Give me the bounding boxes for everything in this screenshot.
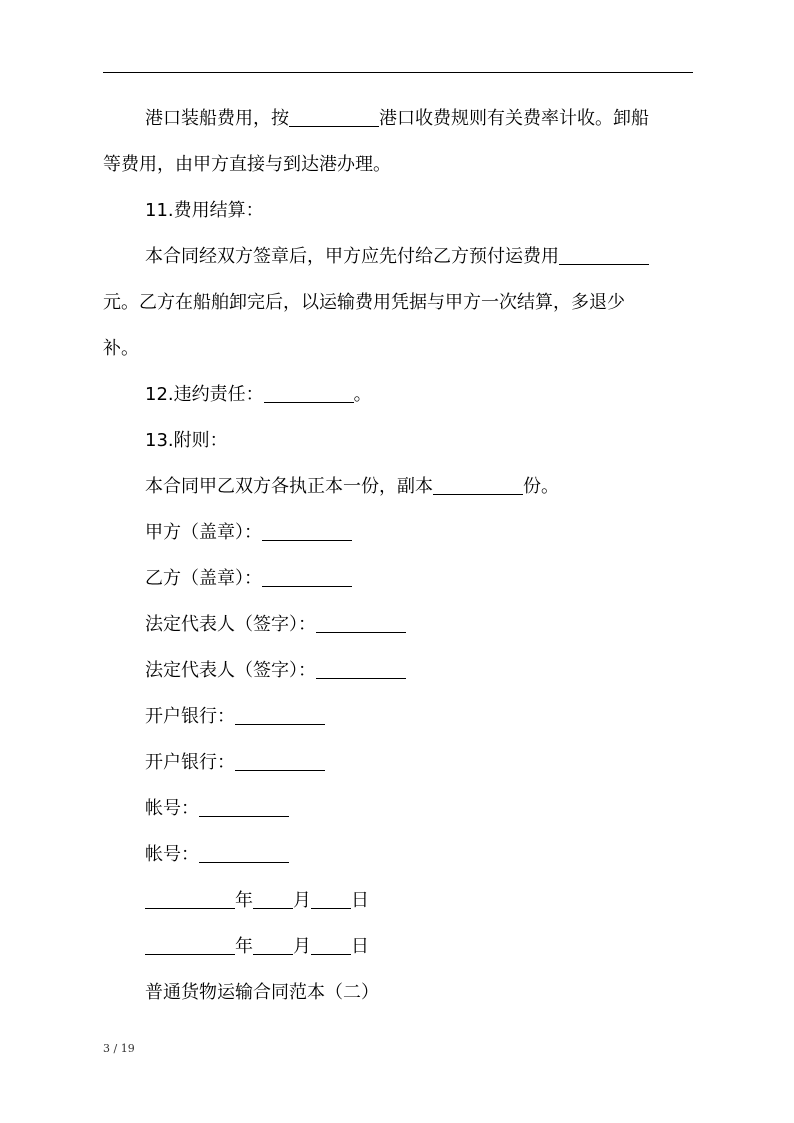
text: 11.费用结算： — [145, 200, 264, 221]
page-number: 3 / 19 — [103, 1042, 135, 1055]
blank-field — [199, 844, 289, 863]
text: 元。乙方在船舶卸完后，以运输费用凭据与甲方一次结算，多退少 — [103, 292, 625, 313]
section-heading — [103, 199, 745, 223]
text: 月 — [293, 890, 311, 911]
next-section-title — [103, 981, 745, 1005]
text: 等费用，由甲方直接与到达港办理。 — [103, 154, 391, 175]
signature-line — [103, 567, 745, 591]
text: 港口收费规则有关费率计收。卸船 — [379, 108, 649, 129]
text: 本合同甲乙双方各执正本一份，副本 — [145, 476, 433, 497]
text: 帐号： — [145, 798, 199, 819]
signature-line — [103, 659, 745, 683]
text: 。 — [353, 384, 372, 405]
text: 本合同经双方签章后，甲方应先付给乙方预付运费用 — [145, 246, 559, 267]
text: 甲方（盖章）： — [145, 522, 262, 543]
blank-field — [316, 660, 406, 679]
blank-field — [262, 522, 352, 541]
paragraph-line — [103, 245, 745, 269]
text: 帐号： — [145, 844, 199, 865]
signature-line — [103, 613, 745, 637]
blank-field — [145, 890, 235, 909]
text: 法定代表人（签字）： — [145, 660, 316, 681]
blank-field — [253, 890, 293, 909]
paragraph-line — [103, 107, 745, 131]
blank-field — [235, 752, 325, 771]
signature-line — [103, 797, 745, 821]
text: 乙方（盖章）： — [145, 568, 262, 589]
section-heading — [103, 429, 745, 453]
blank-field — [559, 246, 649, 265]
text: 港口装船费用，按 — [145, 108, 289, 129]
paragraph-line — [103, 153, 703, 177]
paragraph-line — [103, 337, 703, 361]
blank-field — [264, 384, 354, 403]
text: 年 — [235, 936, 253, 957]
blank-field — [145, 936, 235, 955]
text: 年 — [235, 890, 253, 911]
signature-line — [103, 705, 745, 729]
blank-field — [235, 706, 325, 725]
text: 普通货物运输合同范本（二） — [145, 982, 379, 1003]
text: 12.违约责任： — [145, 384, 264, 405]
text: 13.附则： — [145, 430, 228, 451]
blank-field — [199, 798, 289, 817]
text: 补。 — [103, 338, 139, 359]
date-line — [103, 935, 745, 959]
signature-line — [103, 751, 745, 775]
blank-field — [311, 936, 351, 955]
blank-field — [311, 890, 351, 909]
blank-field — [316, 614, 406, 633]
paragraph-line — [103, 291, 703, 315]
text: 开户银行： — [145, 706, 235, 727]
paragraph-line — [103, 475, 745, 499]
text: 日 — [351, 890, 369, 911]
blank-field — [433, 476, 523, 495]
date-line — [103, 889, 745, 913]
blank-field — [289, 108, 379, 127]
blank-field — [262, 568, 352, 587]
signature-line — [103, 521, 745, 545]
text: 法定代表人（签字）： — [145, 614, 316, 635]
text: 日 — [351, 936, 369, 957]
text: 份。 — [523, 476, 559, 497]
header-rule — [103, 72, 693, 73]
section-heading — [103, 383, 745, 407]
text: 月 — [293, 936, 311, 957]
blank-field — [253, 936, 293, 955]
signature-line — [103, 843, 745, 867]
text: 开户银行： — [145, 752, 235, 773]
